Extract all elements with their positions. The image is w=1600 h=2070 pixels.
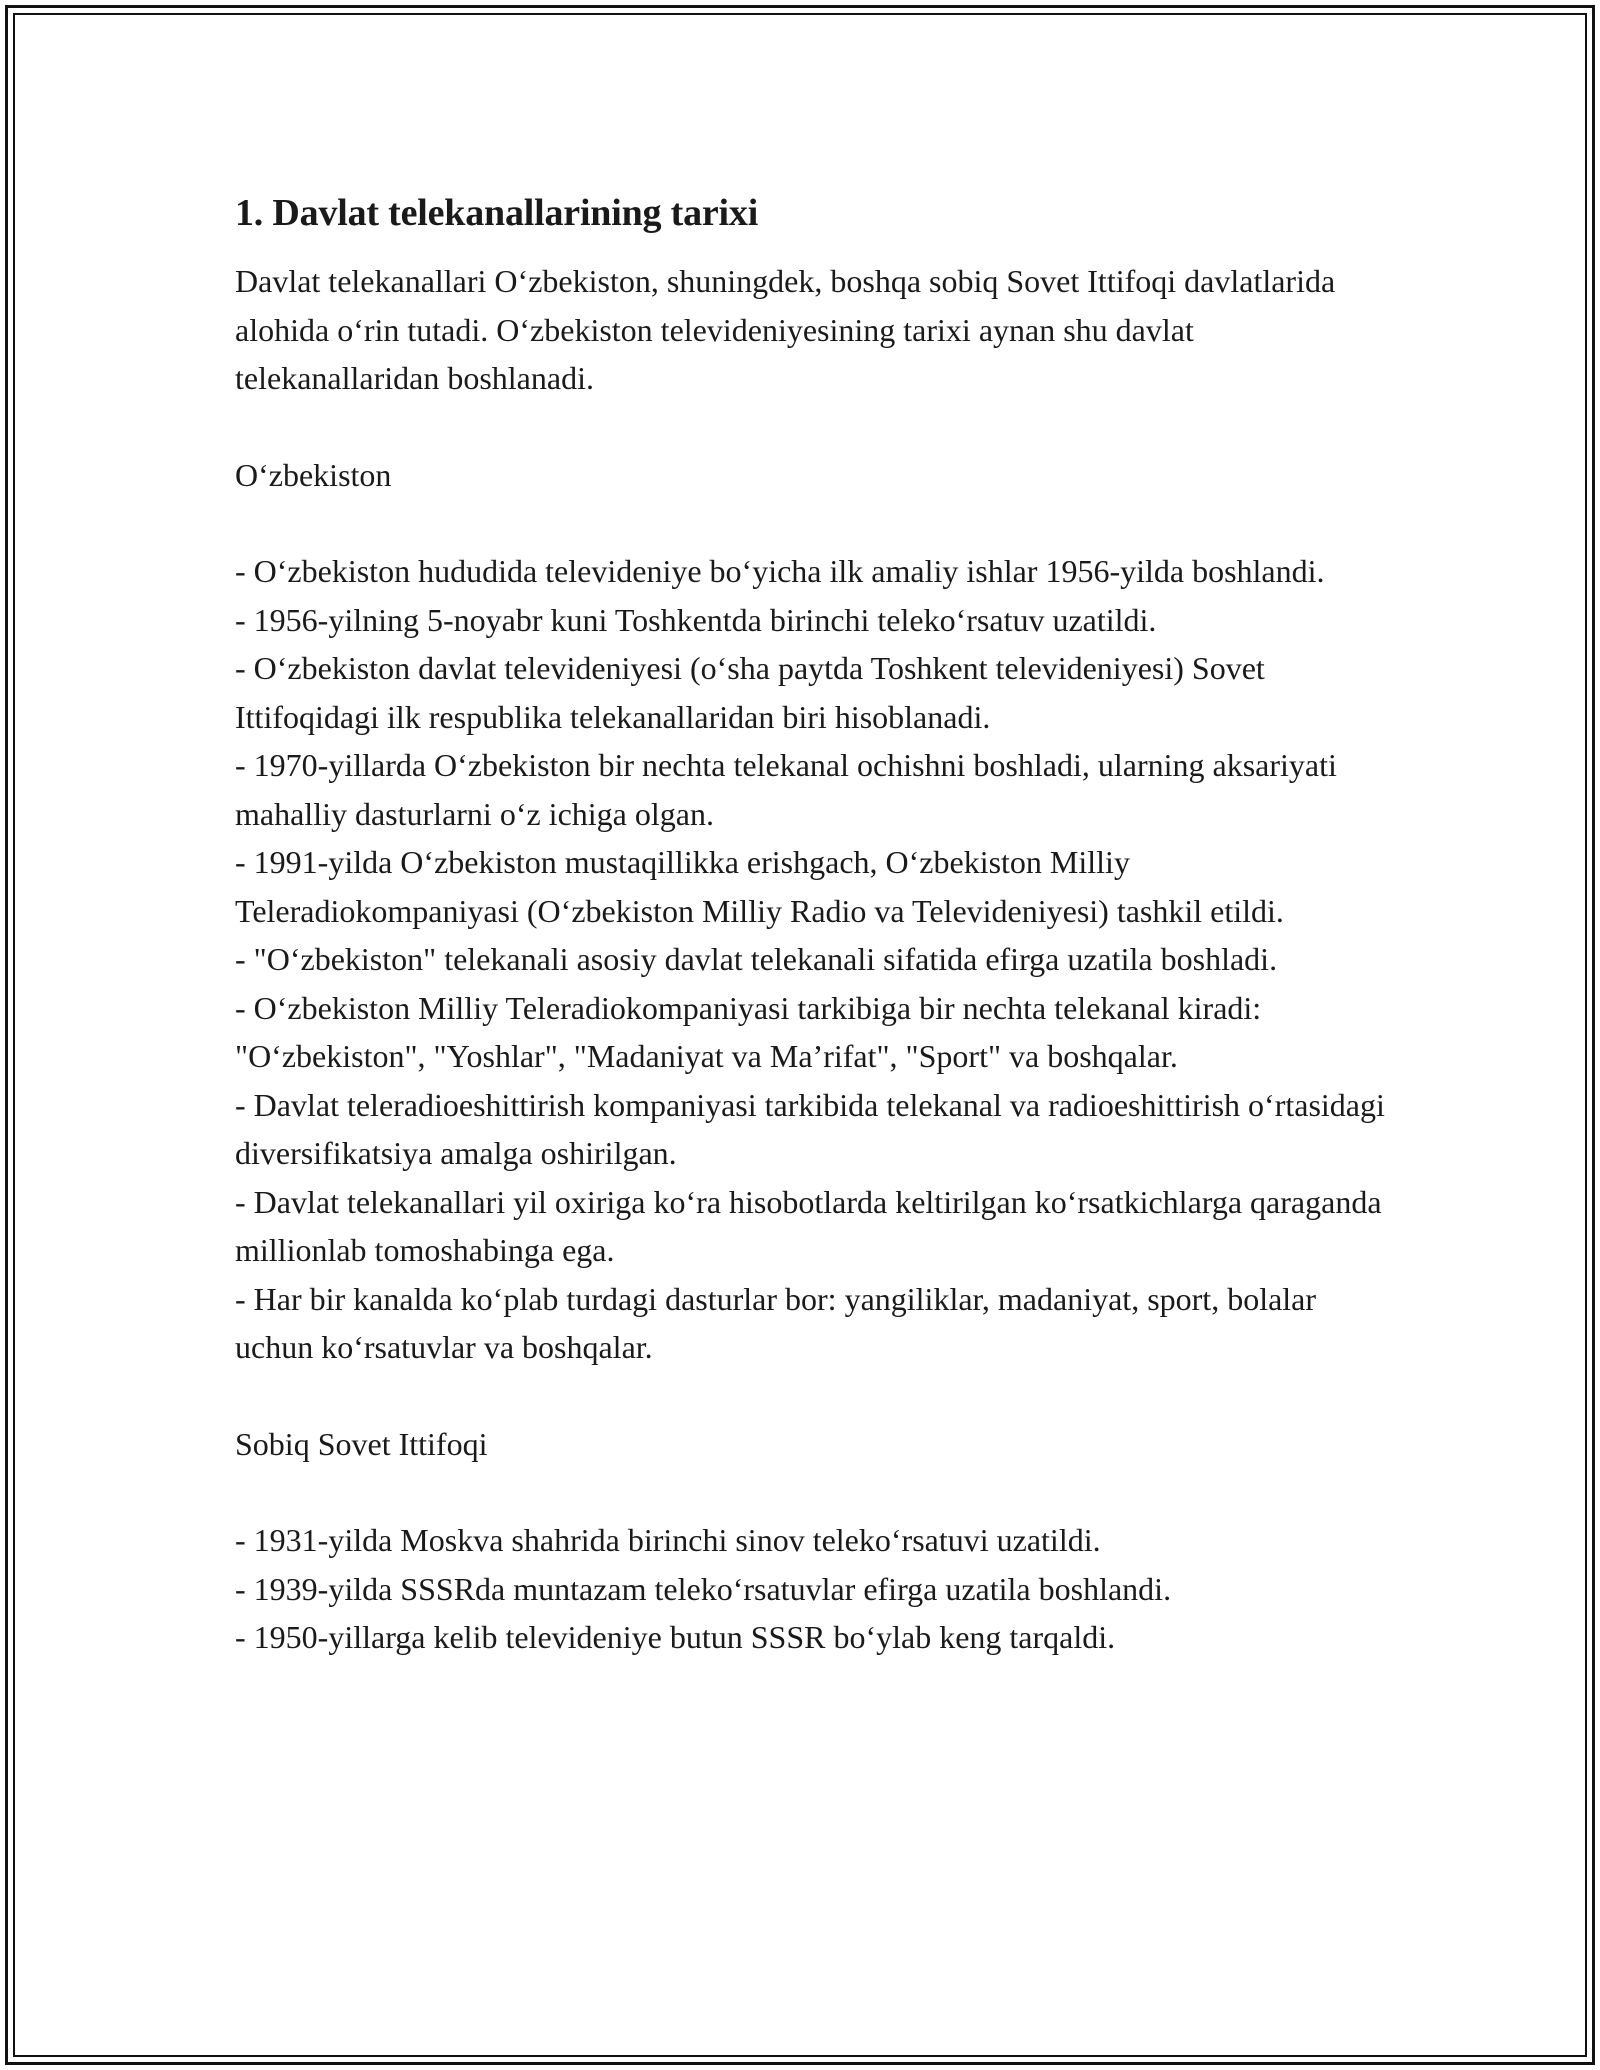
list-item: - 1970-yillarda O‘zbekiston bir nechta telekanal ochishni boshladi, ularning aksariyati mahalliy dasturlarni o‘z ichiga olgan. bbox=[235, 747, 1337, 832]
section-heading-uzbekistan: O‘zbekiston bbox=[235, 456, 392, 493]
list-item: - "O‘zbekiston" telekanali asosiy davlat telekanali sifatida efirga uzatila boshladi. bbox=[235, 941, 1278, 977]
list-item: - 1950-yillarga kelib televideniye butun SSSR bo‘ylab keng tarqaldi. bbox=[235, 1619, 1116, 1655]
list-item: - Davlat telekanallari yil oxiriga ko‘ra hisobotlarda keltirilgan ko‘rsatkichlarga qaraganda millionlab tomoshabinga ega. bbox=[235, 1183, 1382, 1268]
list-item: - 1956-yilning 5-noyabr kuni Toshkentda birinchi teleko‘rsatuv uzatildi. bbox=[235, 601, 1157, 638]
document-title: 1. Davlat telekanallarining tarixi bbox=[235, 192, 759, 234]
section-uzbekistan bbox=[235, 451, 1395, 1372]
list-item: - O‘zbekiston davlat televideniyesi (o‘sha paytda Toshkent televideniyesi) Sovet Ittifoqidagi ilk respublika telekanallaridan biri hisoblanadi. bbox=[235, 650, 1265, 735]
bullet-list-uzbekistan bbox=[235, 547, 1395, 1372]
list-item: - O‘zbekiston Milliy Teleradiokompaniyasi tarkibiga bir nechta telekanal kiradi: "O‘zbekiston", "Yoshlar", "Madaniyat va Ma’rifat", "Sport" va boshqalar. bbox=[235, 989, 1262, 1074]
section-heading-soviet-union: Sobiq Sovet Ittifoqi bbox=[235, 1425, 488, 1462]
list-item: - Har bir kanalda ko‘plab turdagi dasturlar bor: yangiliklar, madaniyat, sport, bolalar uchun ko‘rsatuvlar va boshqalar. bbox=[235, 1280, 1317, 1365]
intro-paragraph: Davlat telekanallari O‘zbekiston, shuningdek, boshqa sobiq Sovet Ittifoqi davlatlarida alohida o‘rin tutadi. O‘zbekiston televideniyesining tarixi aynan shu davlat telekanallaridan boshlanadi. bbox=[235, 263, 1336, 396]
list-item: - Davlat teleradioeshittirish kompaniyasi tarkibida telekanal va radioeshittirish o‘rtasidagi diversifikatsiya amalga oshirilgan. bbox=[235, 1086, 1385, 1171]
bullet-list-soviet-union bbox=[235, 1516, 1395, 1662]
list-item: - 1991-yilda O‘zbekiston mustaqillikka erishgach, O‘zbekiston Milliy Teleradiokompaniyasi (O‘zbekiston Milliy Radio va Televideniyesi) tashkil etildi. bbox=[235, 844, 1284, 929]
list-item: - O‘zbekiston hududida televideniye bo‘yicha ilk amaliy ishlar 1956-yilda boshlandi. bbox=[235, 553, 1325, 589]
section-soviet-union bbox=[235, 1420, 1395, 1662]
document-body bbox=[235, 185, 1395, 1662]
list-item: - 1931-yilda Moskva shahrida birinchi sinov teleko‘rsatuvi uzatildi. bbox=[235, 1522, 1101, 1558]
list-item: - 1939-yilda SSSRda muntazam teleko‘rsatuvlar efirga uzatila boshlandi. bbox=[235, 1570, 1172, 1607]
